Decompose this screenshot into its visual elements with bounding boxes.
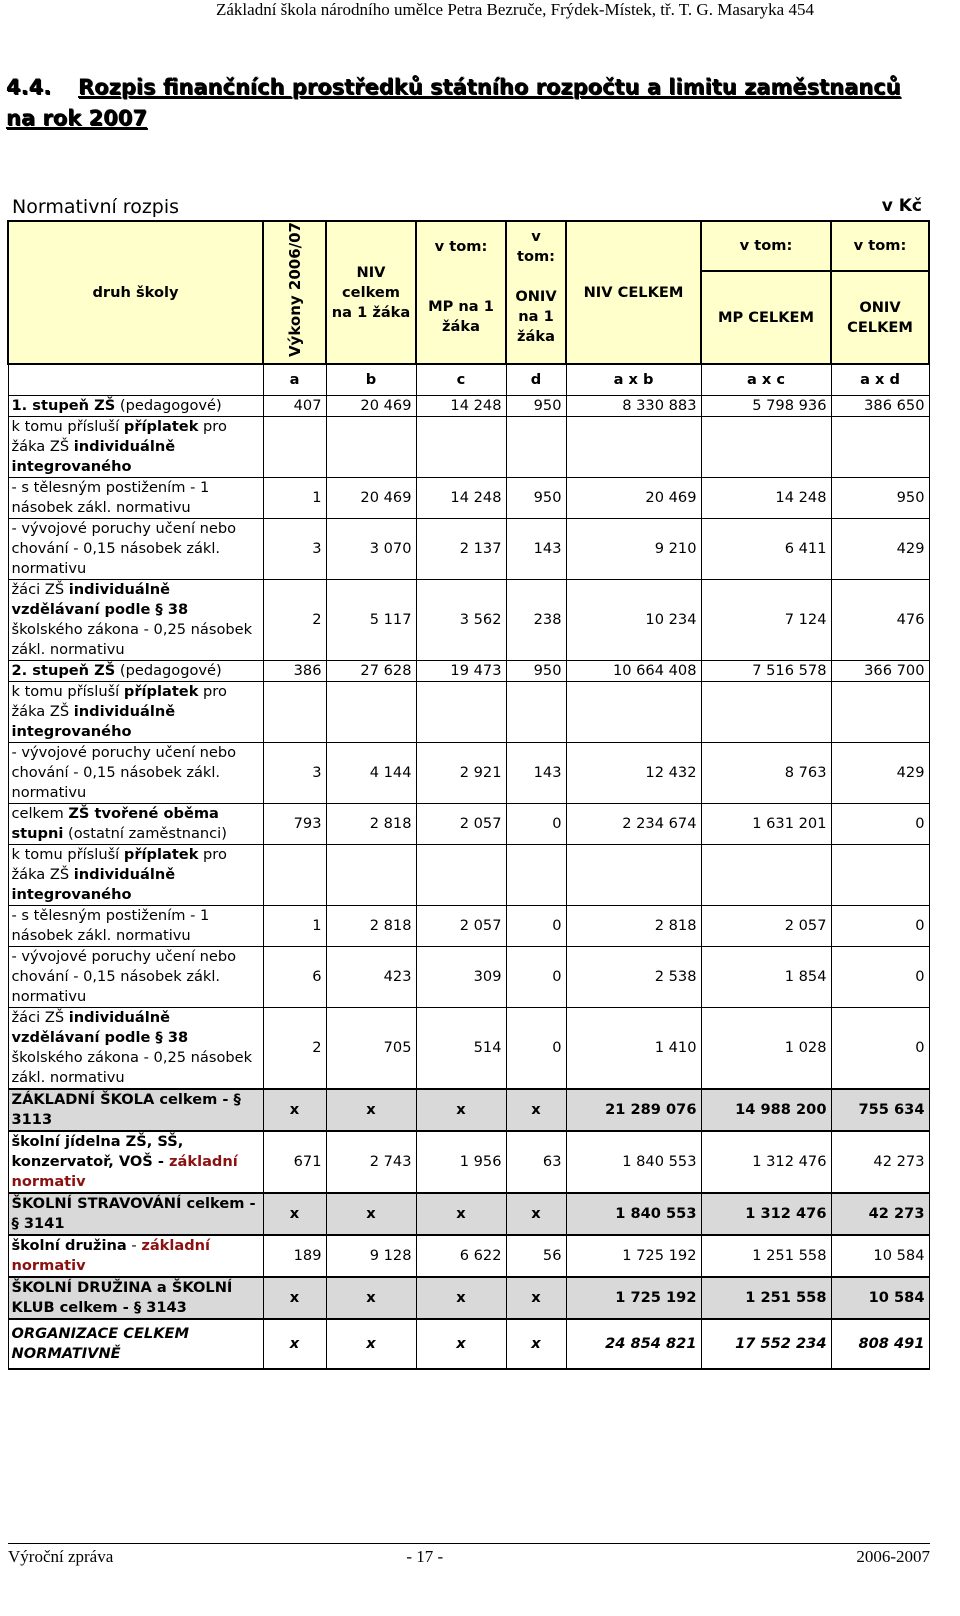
value-cell [566, 682, 701, 743]
value-cell: 10 584 [831, 1277, 929, 1319]
section-title [6, 72, 936, 134]
value-cell: x [263, 1319, 326, 1369]
label-segment: k tomu přísluší [11, 846, 124, 864]
value-cell: 5 798 936 [701, 396, 831, 417]
value-cell: 14 248 [416, 478, 506, 519]
table-row [8, 580, 929, 661]
value-cell: 1 725 192 [566, 1277, 701, 1319]
value-cell: 2 818 [326, 906, 416, 947]
budget-table [7, 220, 930, 1370]
table-row [8, 417, 929, 478]
value-cell [506, 682, 566, 743]
value-cell [506, 845, 566, 906]
label-segment: - s tělesným postižením - 1 násobek zákl. normativu [11, 479, 210, 517]
label-segment: k tomu přísluší [11, 418, 124, 436]
value-cell: 2 057 [701, 906, 831, 947]
value-cell: 429 [831, 519, 929, 580]
label-segment: příplatek [123, 683, 199, 701]
col-header-mp: MP na 1 žáka [416, 271, 506, 364]
value-cell [831, 845, 929, 906]
table-row [8, 743, 929, 804]
label-segment: individuálně vzdělávaní podle § 38 [11, 1009, 189, 1047]
value-cell: 0 [831, 906, 929, 947]
value-cell: 1 312 476 [701, 1193, 831, 1235]
value-cell: 950 [506, 396, 566, 417]
label-segment: - vývojové poruchy učení nebo chování - 0,15 násobek zákl. normativu [11, 744, 237, 802]
row-label [8, 1008, 263, 1090]
row-label [8, 580, 263, 661]
value-cell: 2 234 674 [566, 804, 701, 845]
label-segment: individuálně integrovaného [11, 438, 176, 476]
value-cell [416, 417, 506, 478]
value-cell: 238 [506, 580, 566, 661]
value-cell: 1 840 553 [566, 1193, 701, 1235]
value-cell: x [326, 1193, 416, 1235]
row-label [8, 1319, 263, 1369]
value-cell [416, 845, 506, 906]
value-cell: x [506, 1319, 566, 1369]
value-cell: 1 854 [701, 947, 831, 1008]
value-cell [326, 417, 416, 478]
value-cell: 8 763 [701, 743, 831, 804]
value-cell: 9 128 [326, 1235, 416, 1277]
value-cell: 8 330 883 [566, 396, 701, 417]
code-cell: a x b [566, 364, 701, 396]
value-cell: 10 664 408 [566, 661, 701, 682]
value-cell: 7 516 578 [701, 661, 831, 682]
value-cell: 63 [506, 1131, 566, 1193]
row-label [8, 906, 263, 947]
table-row [8, 804, 929, 845]
running-header: Základní škola národního umělce Petra Bezruče, Frýdek-Místek, tř. T. G. Masaryka 454 [216, 0, 814, 19]
value-cell: x [416, 1319, 506, 1369]
value-cell: 1 312 476 [701, 1131, 831, 1193]
page-footer [8, 1543, 930, 1567]
value-cell: 1 028 [701, 1008, 831, 1090]
table-row [8, 661, 929, 682]
value-cell: x [506, 1193, 566, 1235]
row-label [8, 1235, 263, 1277]
table-row [8, 1131, 929, 1193]
value-cell: 705 [326, 1008, 416, 1090]
value-cell: 17 552 234 [701, 1319, 831, 1369]
code-cell: a [263, 364, 326, 396]
value-cell: x [506, 1089, 566, 1131]
value-cell [701, 682, 831, 743]
value-cell: 21 289 076 [566, 1089, 701, 1131]
value-cell: 0 [506, 906, 566, 947]
value-cell: 423 [326, 947, 416, 1008]
value-cell: x [416, 1193, 506, 1235]
row-label [8, 478, 263, 519]
value-cell: 2 057 [416, 804, 506, 845]
table-row [8, 1319, 929, 1369]
value-cell: 0 [506, 804, 566, 845]
row-label [8, 1131, 263, 1193]
label-segment: pro žáka ZŠ [11, 683, 227, 721]
row-label [8, 1193, 263, 1235]
value-cell: x [263, 1277, 326, 1319]
value-cell: 671 [263, 1131, 326, 1193]
value-cell: x [326, 1277, 416, 1319]
row-label [8, 417, 263, 478]
value-cell: 755 634 [831, 1089, 929, 1131]
value-cell: 6 622 [416, 1235, 506, 1277]
value-cell [831, 682, 929, 743]
label-segment: školní jídelna ZŠ, SŠ, konzervatoř, VOŠ - [11, 1133, 184, 1171]
col-header-mp-celkem: MP CELKEM [701, 271, 831, 364]
label-segment: individuálně integrovaného [11, 703, 176, 741]
row-label [8, 1089, 263, 1131]
table-row [8, 478, 929, 519]
footer-right: 2006-2007 [856, 1547, 930, 1566]
value-cell: 1 410 [566, 1008, 701, 1090]
value-cell: 20 469 [326, 396, 416, 417]
value-cell: 386 [263, 661, 326, 682]
value-cell: x [416, 1277, 506, 1319]
value-cell: 2 057 [416, 906, 506, 947]
col-header-vtom-mp-celkem: v tom: [701, 221, 831, 271]
value-cell: 42 273 [831, 1131, 929, 1193]
table-row [8, 906, 929, 947]
currency-unit: v Kč [881, 196, 922, 216]
value-cell [326, 682, 416, 743]
value-cell: 14 248 [701, 478, 831, 519]
value-cell: 2 538 [566, 947, 701, 1008]
value-cell: 5 117 [326, 580, 416, 661]
value-cell: 2 921 [416, 743, 506, 804]
row-label [8, 396, 263, 417]
value-cell: 407 [263, 396, 326, 417]
value-cell: 2 818 [566, 906, 701, 947]
label-segment: - vývojové poruchy učení nebo chování - 0,15 násobek zákl. normativu [11, 948, 237, 1006]
value-cell: 309 [416, 947, 506, 1008]
label-segment: - s tělesným postižením - 1 násobek zákl. normativu [11, 907, 210, 945]
table-row [8, 947, 929, 1008]
row-label [8, 743, 263, 804]
label-segment: ZÁKLADNÍ ŠKOLA celkem - § 3113 [11, 1091, 241, 1129]
label-segment: pro žáka ZŠ [11, 846, 227, 884]
value-cell: 793 [263, 804, 326, 845]
value-cell: x [263, 1089, 326, 1131]
value-cell: 0 [831, 947, 929, 1008]
label-segment: (ostatní zaměstnanci) [63, 825, 227, 843]
row-label [8, 1277, 263, 1319]
row-label [8, 947, 263, 1008]
value-cell: 1 631 201 [701, 804, 831, 845]
value-cell: 4 144 [326, 743, 416, 804]
value-cell: 366 700 [831, 661, 929, 682]
table-row [8, 1008, 929, 1090]
value-cell: 3 562 [416, 580, 506, 661]
value-cell: 14 988 200 [701, 1089, 831, 1131]
label-segment: základní normativ [11, 1153, 238, 1191]
value-cell: 950 [506, 478, 566, 519]
value-cell: 143 [506, 519, 566, 580]
value-cell: 950 [506, 661, 566, 682]
label-segment: pro žáka ZŠ [11, 418, 227, 456]
row-label [8, 661, 263, 682]
label-segment: ORGANIZACE CELKEM NORMATIVNĚ [11, 1325, 190, 1363]
table-row [8, 1235, 929, 1277]
label-segment: - [126, 1237, 142, 1255]
value-cell: 189 [263, 1235, 326, 1277]
code-cell-empty [8, 364, 263, 396]
label-segment: žáci ZŠ [11, 1009, 69, 1027]
code-cell: b [326, 364, 416, 396]
code-cell: c [416, 364, 506, 396]
value-cell: 3 [263, 743, 326, 804]
value-cell: 6 [263, 947, 326, 1008]
value-cell: 24 854 821 [566, 1319, 701, 1369]
value-cell: 2 [263, 580, 326, 661]
code-cell: d [506, 364, 566, 396]
value-cell: 143 [506, 743, 566, 804]
table-row [8, 519, 929, 580]
value-cell: 0 [831, 804, 929, 845]
row-label [8, 682, 263, 743]
value-cell: 3 070 [326, 519, 416, 580]
value-cell: 20 469 [566, 478, 701, 519]
value-cell [263, 417, 326, 478]
label-segment: ŠKOLNÍ STRAVOVÁNÍ celkem - § 3141 [11, 1195, 256, 1233]
label-segment: celkem [11, 805, 69, 823]
label-segment: školského zákona - 0,25 násobek zákl. normativu [11, 621, 253, 659]
value-cell: 27 628 [326, 661, 416, 682]
value-cell: 2 743 [326, 1131, 416, 1193]
vykony-label: Výkony 2006/07 [285, 222, 304, 358]
col-header-oniv-celkem: ONIV CELKEM [831, 271, 929, 364]
col-header-vtom-oniv: v tom: [506, 221, 566, 271]
label-segment: k tomu přísluší [11, 683, 124, 701]
value-cell [263, 682, 326, 743]
value-cell: 950 [831, 478, 929, 519]
value-cell: 476 [831, 580, 929, 661]
label-segment: ŠKOLNÍ DRUŽINA a ŠKOLNÍ KLUB celkem - § 3143 [11, 1279, 233, 1317]
table-row [8, 1089, 929, 1131]
row-label [8, 519, 263, 580]
table-row [8, 845, 929, 906]
col-header-vtom-oniv-celkem: v tom: [831, 221, 929, 271]
value-cell: 1 725 192 [566, 1235, 701, 1277]
label-segment: příplatek [123, 418, 199, 436]
label-segment: (pedagogové) [115, 662, 222, 680]
value-cell: 0 [831, 1008, 929, 1090]
label-segment: individuálně integrovaného [11, 866, 176, 904]
col-header-niv-celkem: NIV CELKEM [566, 221, 701, 364]
value-cell: 14 248 [416, 396, 506, 417]
label-segment: příplatek [123, 846, 199, 864]
value-cell: 2 818 [326, 804, 416, 845]
label-segment: základní normativ [11, 1237, 211, 1275]
value-cell: 6 411 [701, 519, 831, 580]
value-cell: 1 [263, 906, 326, 947]
label-segment: (pedagogové) [115, 397, 222, 415]
value-cell [506, 417, 566, 478]
value-cell: 12 432 [566, 743, 701, 804]
value-cell: 7 124 [701, 580, 831, 661]
value-cell: 1 251 558 [701, 1277, 831, 1319]
value-cell: x [506, 1277, 566, 1319]
table-row [8, 1277, 929, 1319]
value-cell: 1 956 [416, 1131, 506, 1193]
label-segment: školní družina [11, 1237, 127, 1255]
value-cell: x [416, 1089, 506, 1131]
label-segment: - vývojové poruchy učení nebo chování - 0,15 násobek zákl. normativu [11, 520, 237, 578]
value-cell: 10 584 [831, 1235, 929, 1277]
value-cell: 0 [506, 947, 566, 1008]
value-cell: 2 137 [416, 519, 506, 580]
value-cell: 20 469 [326, 478, 416, 519]
page-number: - 17 - [406, 1547, 444, 1566]
row-label [8, 804, 263, 845]
value-cell [326, 845, 416, 906]
col-header-niv: NIV celkem na 1 žáka [326, 221, 416, 364]
value-cell: 9 210 [566, 519, 701, 580]
value-cell: 514 [416, 1008, 506, 1090]
value-cell: 2 [263, 1008, 326, 1090]
value-cell [416, 682, 506, 743]
label-segment: školského zákona - 0,25 násobek zákl. normativu [11, 1049, 253, 1087]
code-cell: a x c [701, 364, 831, 396]
value-cell [831, 417, 929, 478]
footer-left: Výroční zpráva [8, 1547, 114, 1566]
table-row [8, 1193, 929, 1235]
value-cell: 56 [506, 1235, 566, 1277]
value-cell [701, 417, 831, 478]
value-cell [566, 417, 701, 478]
value-cell: 1 840 553 [566, 1131, 701, 1193]
value-cell: 3 [263, 519, 326, 580]
value-cell [566, 845, 701, 906]
label-segment: 2. stupeň ZŠ [11, 662, 116, 680]
col-header-oniv: ONIV na 1 žáka [506, 271, 566, 364]
value-cell: 19 473 [416, 661, 506, 682]
table-row [8, 682, 929, 743]
value-cell: x [263, 1193, 326, 1235]
value-cell: 429 [831, 743, 929, 804]
row-label [8, 845, 263, 906]
value-cell [701, 845, 831, 906]
table-subtitle: Normativní rozpis [12, 196, 180, 218]
section-title-text: Rozpis finančních prostředků státního rozpočtu a limitu zaměstnanců na rok 2007 [6, 75, 901, 130]
section-number: 4.4. [6, 75, 52, 99]
col-header-vykony [263, 221, 326, 364]
value-cell: x [326, 1089, 416, 1131]
value-cell [263, 845, 326, 906]
value-cell: 42 273 [831, 1193, 929, 1235]
label-segment: 1. stupeň ZŠ [11, 397, 116, 415]
value-cell: 0 [506, 1008, 566, 1090]
value-cell: 1 [263, 478, 326, 519]
value-cell: 1 251 558 [701, 1235, 831, 1277]
value-cell: 10 234 [566, 580, 701, 661]
value-cell: 808 491 [831, 1319, 929, 1369]
col-header-vtom-mp: v tom: [416, 221, 506, 271]
value-cell: 386 650 [831, 396, 929, 417]
value-cell: x [326, 1319, 416, 1369]
label-segment: ZŠ tvořené oběma stupni [11, 805, 219, 843]
col-header-druh: druh školy [8, 221, 263, 364]
label-segment: individuálně vzdělávaní podle § 38 [11, 581, 189, 619]
table-row [8, 396, 929, 417]
label-segment: žáci ZŠ [11, 581, 69, 599]
code-cell: a x d [831, 364, 929, 396]
